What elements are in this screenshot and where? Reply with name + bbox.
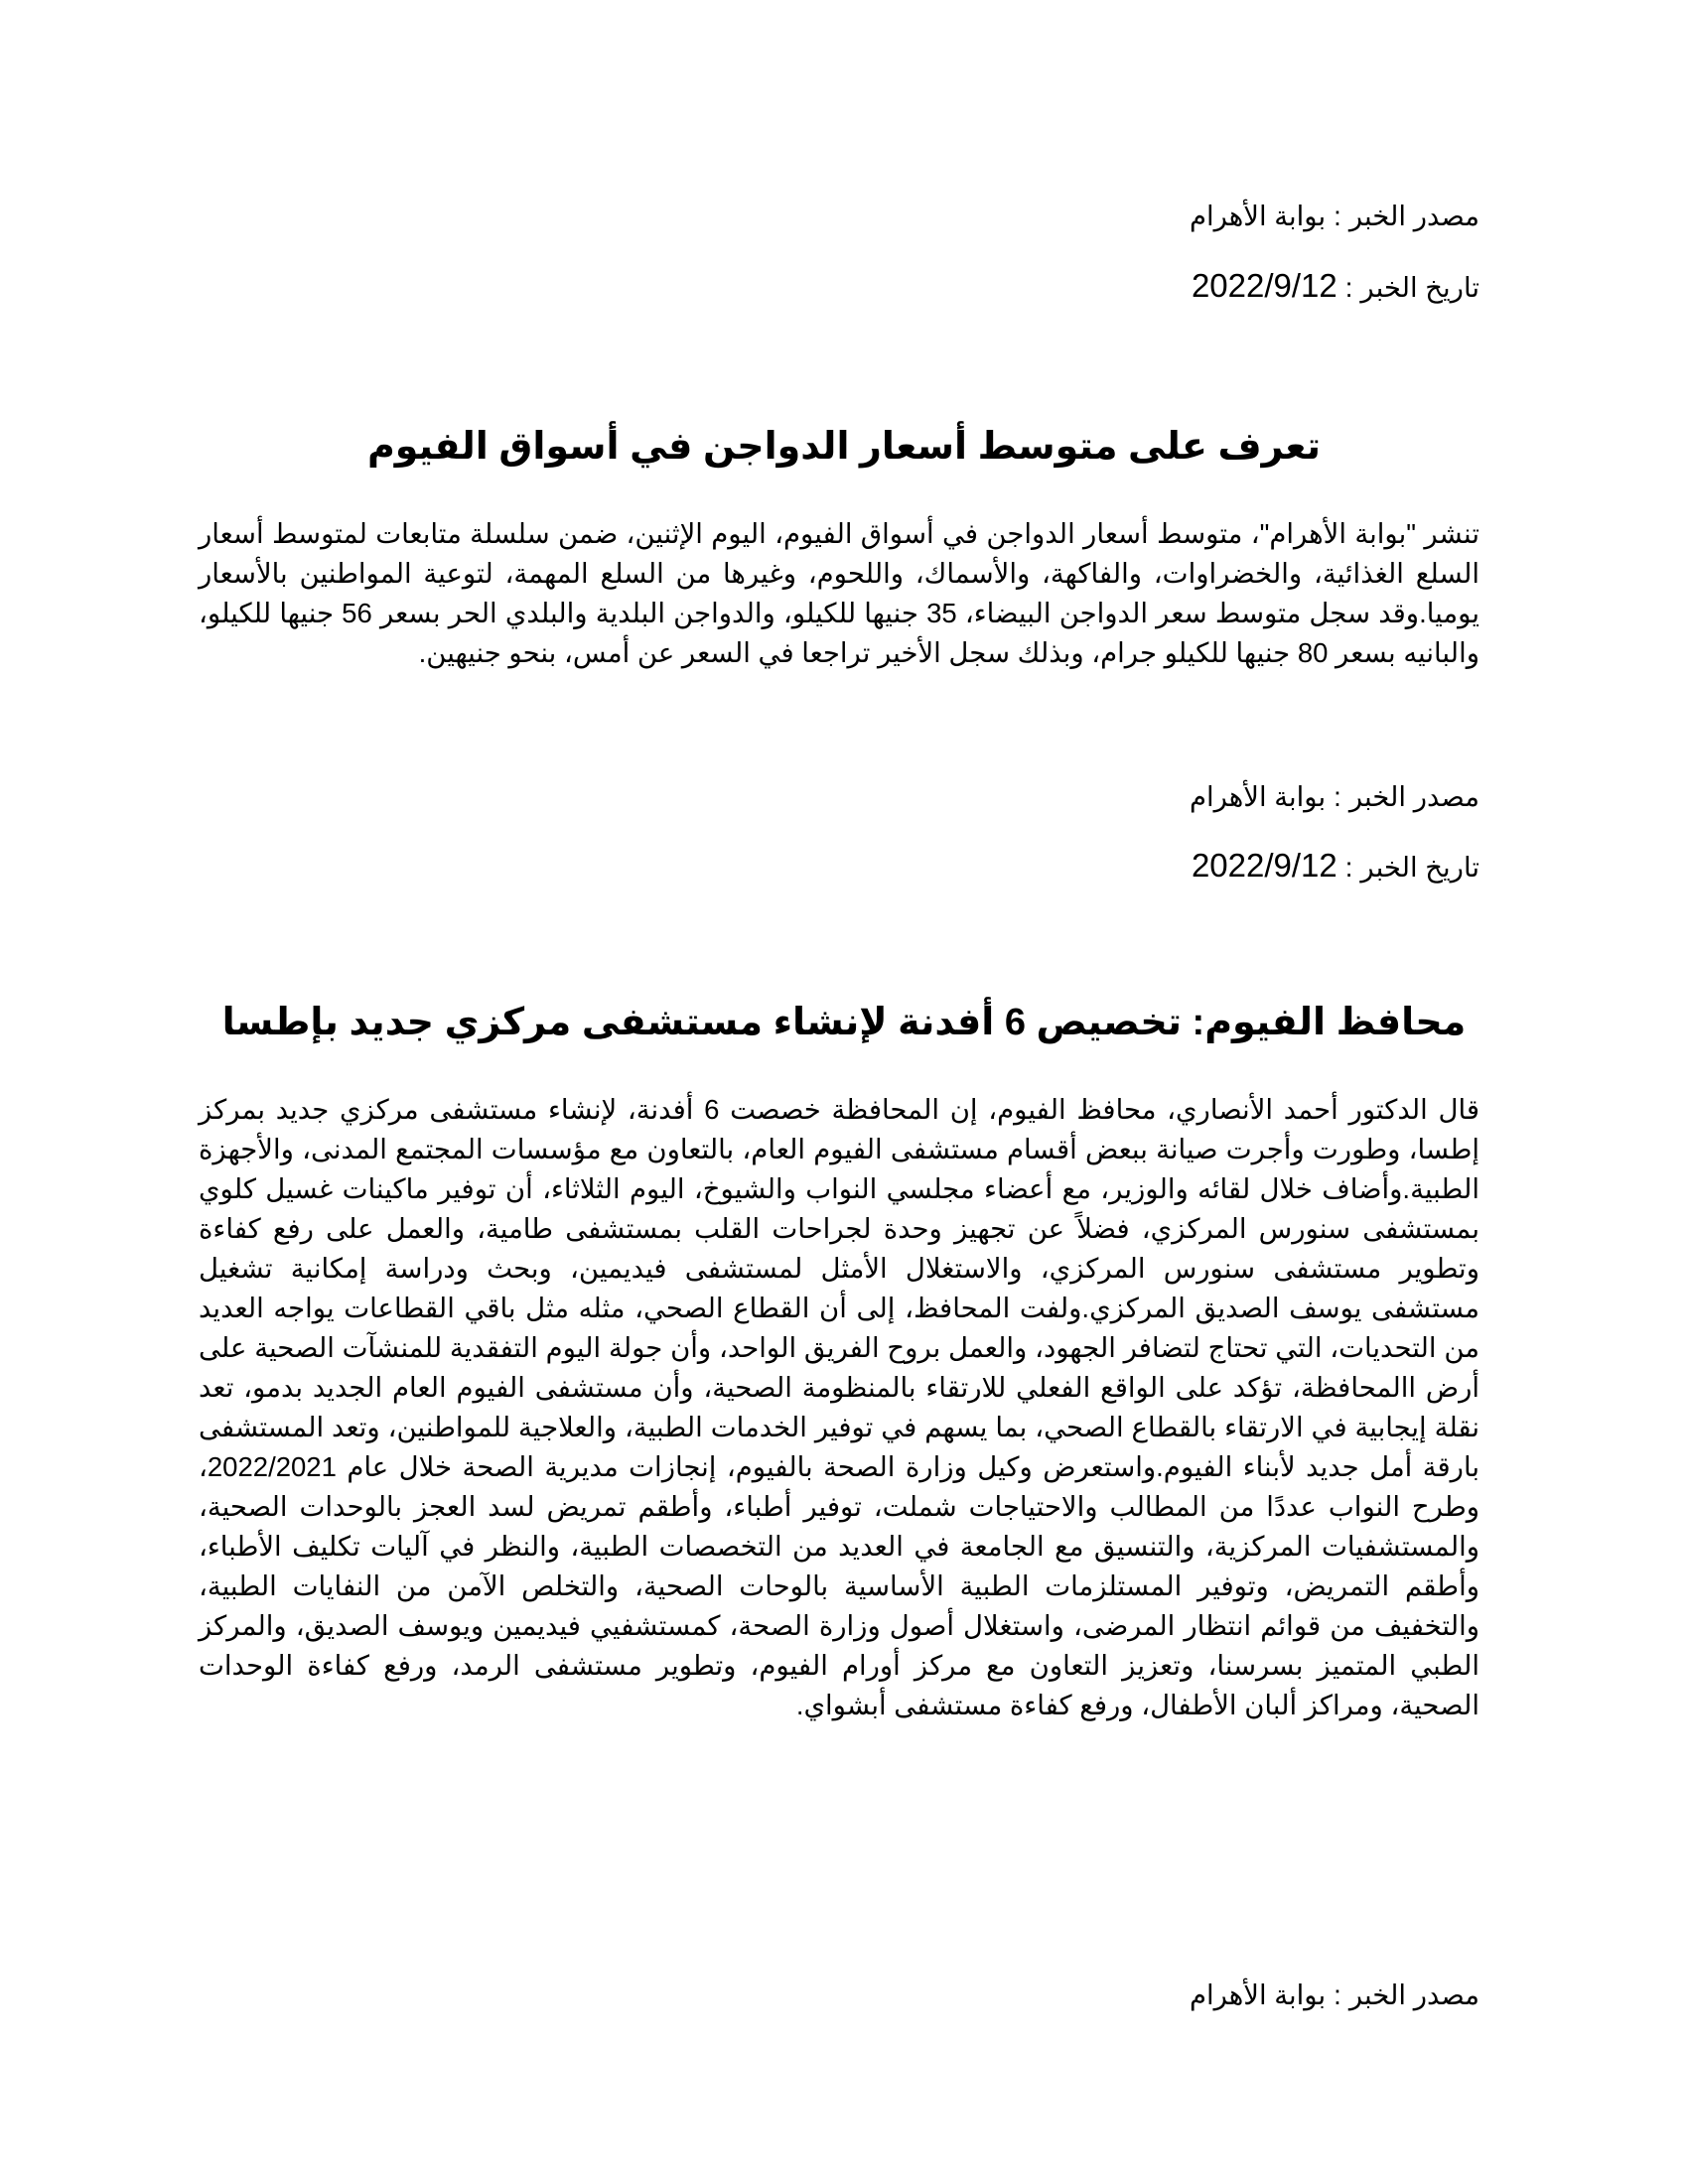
news-source-label: مصدر الخبر	[1348, 1979, 1479, 2010]
news-date-label: تاريخ الخبر	[1360, 272, 1479, 303]
article-body: قال الدكتور أحمد الأنصاري، محافظ الفيوم، إن المحافظة خصصت 6 أفدنة، لإنشاء مستشفى مركزي جديد بمركز إطسا، وطورت وأجرت صيانة ببعض أقسام مستشفى الفيوم العام، بالتعاون مع مؤسسات المجتمع المدنى، والأجهزة الطبية.وأضاف خلال لقائه والوزير، مع أعضاء مجلسي النواب والشيوخ، اليوم الثلاثاء، أن توفير ماكينات غسيل كلوي بمستشفى سنورس المركزي، فضلاً عن تجهيز وحدة لجراحات القلب بمستشفى طامية، والعمل على رفع كفاءة وتطوير مستشفى سنورس المركزي، والاستغلال الأمثل لمستشفى فيديمين، وبحث ودراسة إمكانية تشغيل مستشفى يوسف الصديق المركزي.ولفت المحافظ، إلى أن القطاع الصحي، مثله مثل باقي القطاعات يواجه العديد من التحديات، التي تحتاج لتضافر الجهود، والعمل بروح الفريق الواحد، وأن جولة اليوم التفقدية للمنشآت الصحية على أرض االمحافظة، تؤكد على الواقع الفعلي للارتقاء بالمنظومة الصحية، وأن مستشفى الفيوم العام الجديد بدمو، تعد نقلة إيجابية في الارتقاء بالقطاع الصحي، بما يسهم في توفير الخدمات الطبية، والعلاجية للمواطنين، وتعد المستشفى بارقة أمل جديد لأبناء الفيوم.واستعرض وكيل وزارة الصحة بالفيوم، إنجازات مديرية الصحة خلال عام 2022/2021، وطرح النواب عددًا من المطالب والاحتياجات شملت، توفير أطباء، وأطقم تمريض لسد العجز بالوحدات الصحية، والمستشفيات المركزية، والتنسيق مع الجامعة في العديد من التخصصات الطبية، والنظر في آليات تكليف الأطباء، وأطقم التمريض، وتوفير المستلزمات الطبية الأساسية بالوحات الصحية، والتخلص الآمن من النفايات الطبية، والتخفيف من قوائم انتظار المرضى، واستغلال أصول وزارة الصحة، كمستشفيي فيديمين ويوسف الصديق، والمركز الطبي المتميز بسرسنا، وتعزيز التعاون مع مركز أورام الفيوم، وتطوير مستشفى الرمد، ورفع كفاءة الوحدات الصحية، ومراكز ألبان الأطفال، ورفع كفاءة مستشفى أبشواي.	[199, 1094, 1479, 1720]
news-date-label: تاريخ الخبر	[1360, 852, 1479, 883]
news-date-value: 2022/9/12	[1191, 847, 1337, 884]
news-source-value: بوابة الأهرام	[1189, 201, 1327, 231]
news-source-label: مصدر الخبر	[1348, 201, 1479, 231]
news-date-line: تاريخ الخبر:2022/9/12	[1191, 267, 1479, 304]
news-source-line: مصدر الخبر:بوابة الأهرام	[1189, 1979, 1479, 2010]
article-title: تعرف على متوسط أسعار الدواجن في أسواق الفيوم	[366, 426, 1322, 468]
article-body: تنشر "بوابة الأهرام"، متوسط أسعار الدواجن في أسواق الفيوم، اليوم الإثنين، ضمن سلسلة متابعات لمتوسط أسعار السلع الغذائية، والخضراوات، والفاكهة، والأسماك، واللحوم، وغيرها من السلع المهمة، لتوعية المواطنين بالأسعار يوميا.وقد سجل متوسط سعر الدواجن البيضاء، 35 جنيها للكيلو، والدواجن البلدية والبلدي الحر بسعر 56 جنيها للكيلو، والبانيه بسعر 80 جنيها للكيلو جرام، وبذلك سجل الأخير تراجعا في السعر عن أمس، بنحو جنيهين.	[199, 518, 1479, 668]
news-source-line: مصدر الخبر:بوابة الأهرام	[1189, 201, 1479, 231]
news-source-value: بوابة الأهرام	[1189, 781, 1327, 812]
news-date-line: تاريخ الخبر:2022/9/12	[1191, 847, 1479, 884]
news-date-value: 2022/9/12	[1191, 267, 1337, 304]
news-source-value: بوابة الأهرام	[1189, 1979, 1327, 2010]
article-title: محافظ الفيوم: تخصيص 6 أفدنة لإنشاء مستشفى مركزي جديد بإطسا	[221, 1002, 1467, 1043]
news-source-line: مصدر الخبر:بوابة الأهرام	[1189, 781, 1479, 812]
news-source-label: مصدر الخبر	[1348, 781, 1479, 812]
